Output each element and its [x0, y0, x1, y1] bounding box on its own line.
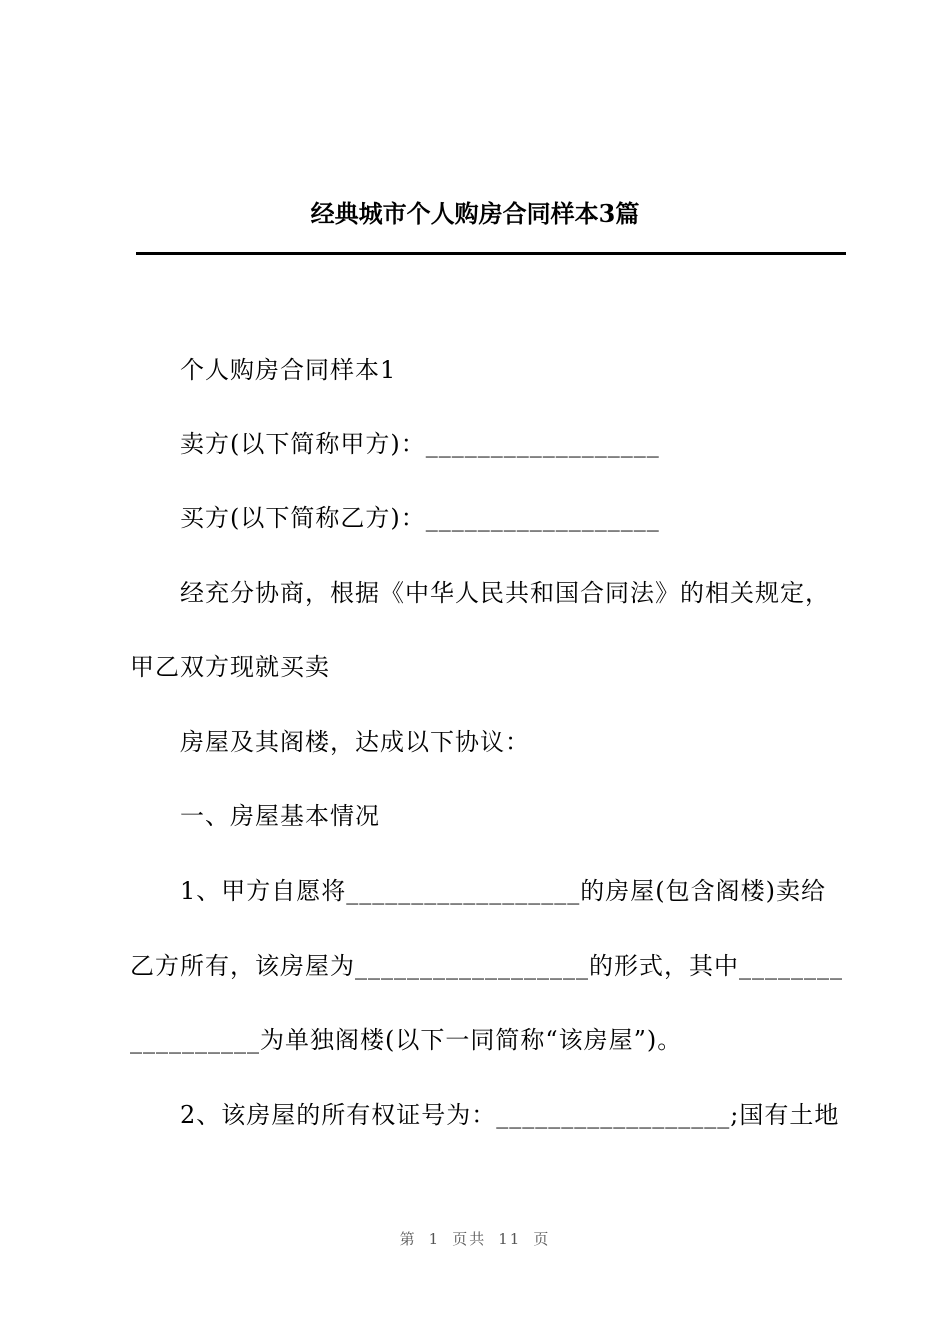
text-line: 房屋及其阁楼，达成以下协议： — [180, 728, 530, 756]
text-line: 个人购房合同样本1 — [180, 356, 397, 384]
footer-suffix: 页 — [533, 1230, 551, 1248]
text-line: 买方(以下简称乙方)：__________________ — [180, 504, 660, 532]
document-title: 经典城市个人购房合同样本3篇 — [310, 199, 640, 228]
text-line: 甲乙双方现就买卖 — [130, 653, 330, 681]
footer-page-number: 1 — [428, 1230, 441, 1248]
text-line: 2、该房屋的所有权证号为：__________________;国有土地 — [180, 1101, 840, 1129]
text-line: 1、甲方自愿将__________________的房屋(包含阁楼)卖给 — [180, 877, 826, 905]
footer-middle: 页共 — [452, 1230, 487, 1248]
text-line: __________为单独阁楼(以下一同简称“该房屋”)。 — [130, 1026, 683, 1054]
text-line: 一、房屋基本情况 — [180, 802, 380, 830]
footer-prefix: 第 — [399, 1230, 417, 1248]
page-footer — [0, 1228, 950, 1250]
title-divider — [136, 252, 846, 255]
text-line: 经充分协商，根据《中华人民共和国合同法》的相关规定， — [180, 579, 830, 607]
footer-total-pages: 11 — [498, 1230, 522, 1248]
text-line: 乙方所有，该房屋为__________________的形式，其中________ — [130, 952, 843, 980]
text-line: 卖方(以下简称甲方)：__________________ — [180, 430, 660, 458]
